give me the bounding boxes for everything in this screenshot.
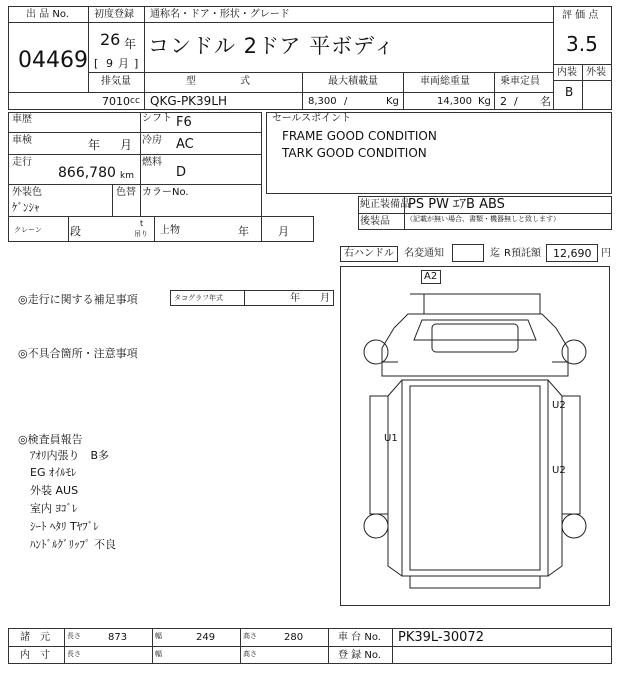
recycle-unit: 円 [601, 248, 611, 259]
displacement-label: 排気量 [101, 76, 131, 87]
chassis-label: 車 台 No. [338, 632, 381, 643]
crane-month: 月 [278, 225, 289, 238]
car-name-label: 通称名・ドア・形状・グレード [150, 9, 290, 20]
car-name: コンドル 2ドア 平ボディ [148, 34, 396, 58]
recycle: 12,690 [553, 247, 592, 260]
width-label: 幅 [155, 632, 162, 640]
chassis-no: PK39L-30072 [398, 630, 484, 645]
inner-height-label: 高さ [243, 650, 257, 658]
color: ｹﾞﾝｼｬ [12, 201, 40, 214]
recycle-label: R預託額 [504, 248, 541, 259]
reg-month: 9 [106, 57, 113, 70]
width: 249 [196, 632, 216, 643]
report-line-6: ﾊﾝﾄﾞﾙｸﾞﾘｯﾌﾟ 不良 [30, 538, 116, 551]
length: 873 [108, 632, 128, 643]
history-label: 車歴 [12, 114, 32, 125]
load-kg: Kg [386, 96, 399, 107]
reg-month-unit: 月 [118, 57, 129, 70]
mileage: 866,780 [58, 165, 116, 181]
scrap-label: 迄 [490, 248, 500, 259]
length-label: 長さ [67, 632, 81, 640]
displacement: 7010 [102, 95, 130, 108]
name-change-box [452, 244, 484, 262]
oem-equipment-label: 純正装備品 [360, 199, 410, 210]
crane-lift: 吊り [134, 230, 148, 238]
reg-month-open: [ [94, 57, 99, 70]
score-label: 評 価 点 [562, 10, 599, 21]
gvw-kg: Kg [478, 96, 491, 107]
lot-no: 04469 [18, 48, 88, 73]
sales-line-1: FRAME GOOD CONDITION [282, 129, 437, 143]
aftermarket-note: （記載が無い場合、書類・機器無しと致します） [406, 215, 560, 223]
inner-width-label: 幅 [155, 650, 162, 658]
exterior-label: 外装 [586, 67, 606, 78]
mileage-unit: km [120, 171, 134, 181]
damage-code-u1: U1 [384, 433, 398, 444]
crane-ton: t [140, 219, 144, 228]
max-load: 8,300 [308, 96, 337, 107]
load-slash: / [344, 96, 348, 107]
reg-year: 26 [100, 30, 121, 49]
cc-unit: cc [130, 96, 140, 106]
report-line-1: ｱｵﾘ内張り B多 [30, 449, 110, 462]
capacity-unit: 名 [540, 95, 551, 108]
mileage-label: 走行 [12, 157, 32, 168]
dims-label: 諸 元 [20, 632, 50, 643]
fuel: D [176, 165, 187, 180]
tacho-year: 年 [290, 293, 300, 304]
lot-no-label: 出 品 No. [26, 9, 69, 20]
shift: F6 [176, 115, 192, 130]
reg-year-unit: 年 [124, 37, 137, 51]
sales-line-2: TARK GOOD CONDITION [282, 146, 427, 160]
report-line-4: 室内 ﾖｺﾞﾚ [30, 502, 78, 515]
damage-code-u2-upper: U2 [552, 400, 566, 411]
crane-year: 年 [238, 225, 249, 238]
interior-label: 内装 [557, 67, 577, 78]
tacho-label: タコグラフ年式 [174, 294, 223, 302]
inspector-title: ◎検査員報告 [18, 433, 83, 446]
report-line-3: 外装 AUS [30, 484, 79, 497]
inner-size-label: 内 寸 [20, 650, 50, 661]
name-change-label: 名変通知 [404, 248, 444, 259]
color-label: 外装色 [12, 187, 42, 198]
inner-length-label: 長さ [67, 650, 81, 658]
interior-grade: B [565, 85, 574, 99]
aftermarket-label: 後装品 [360, 216, 390, 227]
gvw-label: 車両総重量 [420, 76, 470, 87]
ac-label: 冷房 [142, 135, 162, 146]
model-label: 型 式 [186, 76, 258, 87]
sales-point-label: セールスポイント [272, 113, 352, 124]
score: 3.5 [566, 32, 598, 56]
fuel-label: 燃料 [142, 157, 162, 168]
crane-stage: 段 [70, 225, 81, 238]
color-change-label: 色替 [116, 187, 136, 198]
oem-equipment: PS PW ｴｱB ABS [408, 197, 505, 212]
capacity: 2 [500, 95, 507, 108]
capacity-label: 乗車定員 [500, 76, 540, 87]
color-code-label: カラーNo. [142, 187, 189, 198]
inspection-label: 車検 [12, 135, 32, 146]
inspection-month: 月 [120, 138, 133, 152]
rhd-label: 右ハンドル [344, 248, 394, 259]
inspection-year: 年 [88, 138, 101, 152]
model: QKG-PK39LH [150, 94, 228, 108]
first-reg-label: 初度登録 [94, 9, 134, 20]
truck-outline [340, 266, 610, 606]
height: 280 [284, 632, 304, 643]
damage-code-a2: A2 [424, 271, 438, 282]
driving-notes-title: ◎走行に関する補足事項 [18, 293, 138, 306]
reg-no-label: 登 録 No. [338, 650, 381, 661]
gvw: 14,300 [437, 96, 472, 107]
tacho-month: 月 [320, 293, 330, 304]
report-line-2: EG ｵｲﾙﾓﾚ [30, 466, 77, 479]
shift-label: シフト [142, 113, 172, 124]
capacity-slash: / [514, 95, 518, 108]
ac: AC [176, 137, 194, 152]
crane-upper-label: 上物 [160, 225, 180, 236]
crane-label: クレーン [14, 226, 42, 234]
damage-code-u2-lower: U2 [552, 465, 566, 476]
height-label: 高さ [243, 632, 257, 640]
defects-title: ◎不具合箇所・注意事項 [18, 347, 138, 360]
report-line-5: ｼｰﾄ ﾍﾀﾘ Tﾔﾌﾞﾚ [30, 520, 99, 533]
reg-month-close: ] [134, 57, 139, 70]
max-load-label: 最大積載量 [328, 76, 378, 87]
